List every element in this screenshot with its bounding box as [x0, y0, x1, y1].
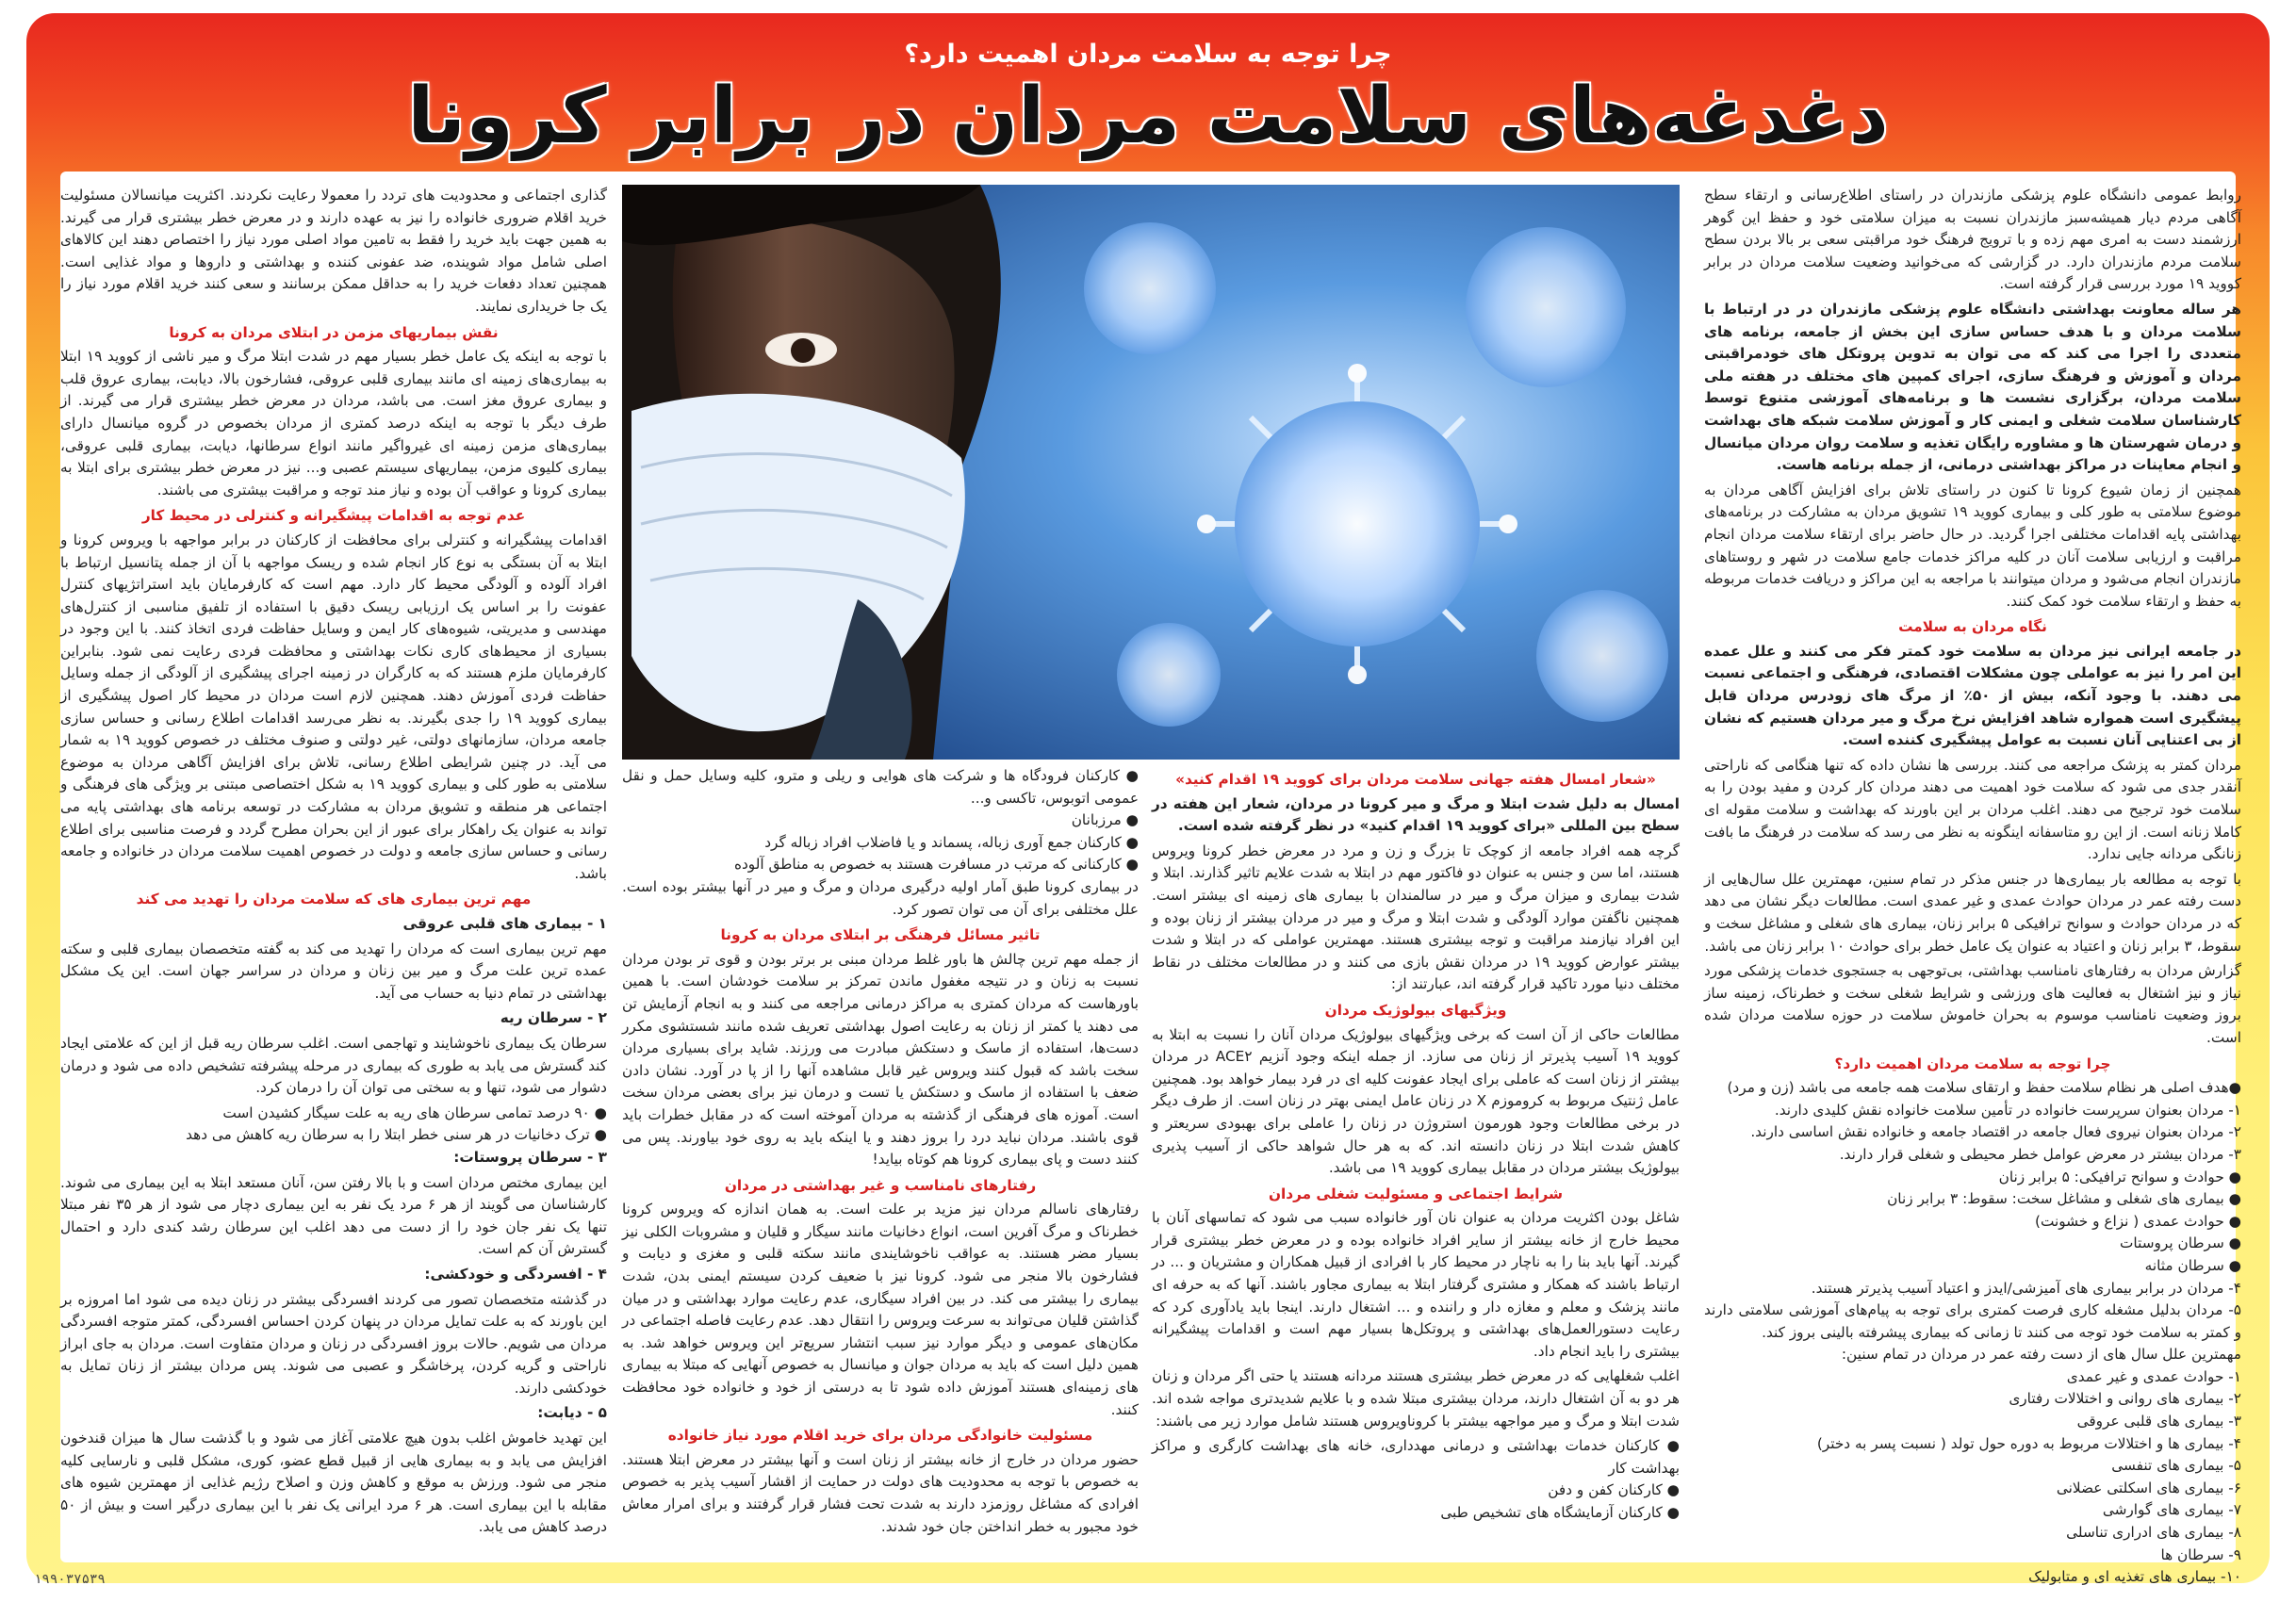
column-left: [60, 185, 607, 1566]
subheading: ۲ - سرطان ریه: [500, 1009, 607, 1027]
list-item: ● کارکنان جمع آوری زباله، پسماند و یا فاضلاب افراد زباله گرد: [764, 833, 1139, 851]
paragraph: این بیماری مختص مردان است و با بالا رفتن سن، آنان مستعد ابتلا به این بیماری می شوند. کارشناسان می گویند از هر ۶ مرد یک نفر به این بیماری دچار می شود از هر ۳۵ نفر مبتلا تنها یک نفر جان خود را از دست می دهد اغلب این سرطان رشد کندی دارد و احتمال گسترش آن کم است.: [60, 1173, 608, 1258]
headline: دغدغه‌های سلامت مردان در برابر کرونا: [407, 72, 1889, 161]
kicker: چرا توجه به سلامت مردان اهمیت دارد؟: [904, 40, 1392, 69]
paragraph: رفتارهای ناسالم مردان نیز مزید بر علت است. به همان اندازه که ویروس کرونا خطرناک و مرگ آفرین است، انواع دخانیات مانند سیگار و قلیان و مشروبات الکلی نیز بسیار مضر هستند. به عواقب ناخوشایندی مانند سکته قلبی و مغزی و دیابت و فشارخون بالا منجر می شود. کرونا نیز با ضعیف کردن سیستم ایمنی بدن، شدت بیماری را بیشتر می کند. در بین افراد سیگاری، عدم رعایت موارد بهداشتی و در میان گذاشتن قلیان می‌تواند به سرعت ویروس را انتقال دهد. عدم رعایت فاصله اجتماعی در مکان‌های عمومی و دیگر موارد نیز سبب انتشار سریع‌تر این ویروس خواهد شد. به همین دلیل است که باید به مردان جوان و میانسال به خصوص آنهایی که مبتلا به بیماری های زمینه‌ای هستند آموزش داده شود تا به درستی از خود و خانواده خود محافظت کنند.: [622, 1201, 1139, 1418]
list-item: ۵- بیماری های تنفسی: [2111, 1457, 2241, 1475]
column-mid-right: [1152, 765, 1680, 1566]
list-item: ● کارکنان آزمایشگاه های تشخیص طبی: [1440, 1504, 1680, 1521]
article-photo: [622, 185, 1680, 760]
paragraph: گزارش مردان به رفتارهای نامناسب بهداشتی، بی‌توجهی به جستجوی خدمات پزشکی مورد نیاز و نیز اشتغال به فعالیت های ورزشی و شرایط شغلی سخت و خطرناک، زمینه ساز بروز وضعیت نامناسب موسوم به بحران خاموش سلامت در حوزه سلامت مردان شده است.: [1703, 962, 2241, 1046]
list-item: ۱- حوادث عمدی و غیر عمدی: [2066, 1367, 2241, 1385]
paragraph: در بیماری کرونا طبق آمار اولیه درگیری مردان و مرگ و میر در آنها بیشتر بوده است. علل مختلفی برای آن می توان تصور کرد.: [622, 877, 1139, 918]
list-item: ۳- مردان بیشتر در معرض عوامل خطر محیطی و شغلی قرار دارند.: [1839, 1145, 2241, 1163]
list-item: ● سرطان پروستات: [2120, 1234, 2241, 1252]
paragraph: حضور مردان در خارج از خانه بیشتر از زنان است و آنها بیشتر در معرض ابتلا هستند. به خصوص با توجه به محدودیت های دولت در حمایت از اقشار آسیب پذیر به خصوص افرادی که مشاغل روزمزد دارند به شدت تحت فشار قرار گرفتند و برای امرار معاش خود مجبور به خطر انداختن جان خود شدند.: [622, 1450, 1139, 1535]
list: [1704, 1077, 2241, 1589]
subheading: ۱ - بیماری های قلبی عروقی: [402, 915, 607, 932]
section-heading: چرا توجه به سلامت مردان اهمیت دارد؟: [1834, 1054, 2111, 1072]
section-heading: «شعار امسال هفته جهانی سلامت مردان برای کووید ۱۹ اقدام کنید»: [1175, 771, 1656, 788]
list-item: ۵- مردان بدلیل مشغله کاری فرصت کمتری برای توجه به پیام‌های آموزشی سلامتی دارند و کمتر به سلامت خود توجه می کنند تا زمانی که بیماری پیشرفته بالینی بروز کند.: [1704, 1301, 2241, 1341]
section-heading: رفتارهای نامناسب و غیر بهداشتی در مردان: [724, 1176, 1037, 1194]
section-heading: نگاه مردان به سلامت: [1898, 618, 2047, 636]
paragraph: هر ساله معاونت بهداشتی دانشگاه علوم پزشکی مازندران در در ارتباط با سلامت مردان و با هدف حساس سازی این بخش از جامعه، برنامه های متعددی را اجرا می کند که می توان به تدوین پروتکل های خودمراقبتی مردان و آموزش و فرهنگ سازی، اجرای کمپین های مختلف در هفته ملی سلامت مردان، برگزاری نشست ها و برنامه‌های آموزشی متنوع توسط کارشناسان سلامت شغلی و ایمنی کار و آموزش سلامت شبکه های بهداشت و درمان شهرستان ها و مشاوره رایگان تغذیه و سلامت روان مردان میانسال و انجام معاینات در مراکز بهداشتی درمانی، از جمله برنامه هاست.: [1704, 300, 2241, 474]
list-item: ۲- بیماری های روانی و اختلالات رفتاری: [2009, 1390, 2241, 1408]
list-item: ۳- بیماری های قلبی عروقی: [2076, 1413, 2241, 1430]
paragraph: گرچه همه افراد جامعه از کوچک تا بزرگ و زن و مرد در معرض خطر کرونا ویروس هستند، اما سن و جنس به عنوان دو فاکتور مهم در ابتلا به شدت علایم تاثیر گذارند. ابتلا و شدت بیماری و میزان مرگ و میر در سالمندان با بیماری های زمینه ای بیشتر است. همچنین ناگفتن موارد آلودگی و شدت ابتلا و مرگ و میر در مردان بیشتر از زنان بوده و این افراد نیازمند مراقبت و توجه بیشتری هستند. مهمترین عواملی که در ابتلا و شدت بیشتر عوارض کووید ۱۹ در مردان نقش بازی می کنند و در مطالعات مختلف در نقاط مختلف دنیا مورد تاکید قرار گرفته اند، عبارتند از:: [1152, 842, 1680, 993]
paragraph: مردان کمتر به پزشک مراجعه می کنند. بررسی ها نشان داده که تنها هنگامی که ناراحتی آنقدر جدی می شود که سلامت خود اهمیت می دهند مردان کار کردن و مفید بودن را به سلامت خود ترجیح می دهند. اغلب مردان بر این باورند که بهداشت و سلامت مقوله ای کاملا زنانه است. از این رو متاسفانه اینگونه به نظر می رسد که سلامت در فرهنگ ما بافت زنانگی مردانه جایی ندارد.: [1704, 756, 2241, 863]
list-item: ۲- مردان بعنوان نیروی فعال جامعه در اقتصاد جامعه و خانواده نقش اساسی دارند.: [1750, 1123, 2241, 1141]
subheading: ۳ - سرطان پروستات:: [453, 1148, 607, 1166]
list-item: ● ۹۰ درصد تمامی سرطان های ریه به علت سیگار کشیدن است: [222, 1103, 607, 1121]
list-item: ۷- بیماری های گوارشی: [2102, 1501, 2241, 1519]
section-heading: عدم توجه به اقدامات پیشگیرانه و کنترلی در محیط کار: [141, 507, 526, 525]
paragraph: مطالعات حاکی از آن است که برخی ویژگیهای بیولوژیک مردان آنان را نسبت به ابتلا به کووید ۱۹ آسیب پذیرتر از زنان می سازد. از جمله اینکه وجود آنزیم ACE۲ در مردان بیشتر از زنان است که عاملی برای ایجاد عفونت کلیه ای در فرد بیمار خواهد بود. همچنین عامل ژنتیک مربوط به کروموزم X در زنان عامل ایمنی بهتر در زنان است. از طرف دیگر در برخی مطالعات وجود هورمون استروژن در زنان را عاملی برای بهبودی سریعتر و کاهش شدت ابتلا در زنان دانسته اند. که به هر حال شواهد حاکی از آسیب پذیری بیولوژیک بیشتر مردان در مقابل بیماری کووید ۱۹ می باشد.: [1152, 1025, 1680, 1177]
subheading: ۴ - افسردگی و خودکشی:: [424, 1265, 607, 1283]
paragraph: مهم ترین بیماری است که مردان را تهدید می کند به گفته متخصصان بیماری قلبی و سکته عمده ترین علت مرگ و میر بین زنان و مردان در سراسر جهان است. این یک مشکل بهداشتی در تمام دنیا به حساب می آید.: [60, 940, 607, 1002]
list-item: مهمترین علل سال های از دست رفته عمر در مردان در تمام سنین:: [1841, 1346, 2241, 1364]
list-item: ● کارکنان فرودگاه ها و شرکت های هوایی و ریلی و مترو، کلیه وسایل حمل و نقل عمومی اتوبوس، تاکسی و...: [622, 767, 1139, 807]
list-item: ● سرطان مثانه: [2144, 1256, 2241, 1274]
section-heading: مهم ترین بیماری های که سلامت مردان را تهدید می کند: [136, 891, 532, 908]
list-item: ● کارکنانی که مرتب در مسافرت هستند به خصوص به مناطق آلوده: [733, 856, 1139, 874]
paragraph: سرطان یک بیماری ناخوشایند و تهاجمی است. اغلب سرطان ریه قبل از این که علامتی ایجاد کند گسترش می یابد به طوری که بیماری در مرحله پیشرفته تشخیص داده می شود و درمان دشوار می شود، تنها و به سختی می توان آن را درمان کرد.: [60, 1034, 607, 1097]
paragraph: اغلب شغلهایی که در معرض خطر بیشتری هستند مردانه هستند یا حتی اگر مردان و زنان هر دو به آن اشتغال دارند، مردان بیشتری مبتلا شده و با علایم شدیدتری مواجه شده اند. شدت ابتلا و مرگ و میر مواجهه بیشتر با کروناویروس هستند شامل موارد زیر می باشند:: [1152, 1367, 1680, 1430]
list-item: ۶- بیماری های اسکلتی عضلانی: [2056, 1479, 2241, 1496]
paragraph: همچنین از زمان شیوع کرونا تا کنون در راستای تلاش برای افزایش آگاهی مردان به موضوع سلامتی به طور کلی و بیماری کووید ۱۹ تشویق مردان به مشارکت در برنامه‌های بهداشتی پایه اقدامات مختلفی اجرا گردید. در حال حاضر برای ارتقاء سلامت مردان انجام مراقبت و ارزیابی سلامت آنان در کلیه مراکز خدمات جامع سلامت در شهر و روستاهای مازندران انجام می‌شود و مردان میتوانند با مراجعه به این مراکز و دریافت خدمات مربوطه به حفظ و ارتقاء سلامت خود کمک کنند.: [1704, 481, 2241, 610]
paragraph: در جامعه ایرانی نیز مردان به سلامت خود کمتر فکر می کنند و علل عمده این امر را نیز به عواملی چون مشکلات اقتصادی، فرهنگی و اجتماعی نسبت می دهند. با وجود آنکه، بیش از ۵۰٪ از مرگ های زودرس مردان قابل پیشگیری است همواره شاهد افزایش نرخ مرگ و میر مردان هستیم که نشان از بی اعتنایی آنان نسبت به عوامل پیشگیری کننده است.: [1704, 642, 2241, 749]
paragraph: از جمله مهم ترین چالش ها باور غلط مردان مبنی بر برتر بودن و قوی تر بودن مردان نسبت به زنان و در نتیجه مغفول ماندن تمرکز بر سلامت خودشان است. با همین باورهاست که مردان کمتری به مراکز درمانی مراجعه می کنند و به انجام آزمایش تن می دهند یا کمتر از زنان به رعایت اصول بهداشتی تعریف شده مانند شستشوی مکرر دست‌ها، استفاده از ماسک و دستکش مبادرت می ورزند. شاید برای بسیاری مردان سخت باشد که قبول کنند ویروس غیر قابل مشاهده آنها را از پا در آورد. نشان دادن ضعف با استفاده از ماسک و دستکش یا تست و درمان نیز برای بعضی مردان سخت است. آموزه های فرهنگی از گذشته به مردان آموخته است که در مقابل خطرات باید قوی باشند. مردان نباید درد را بروز دهند و یا اینکه باید به روی خود بیاورند. پس می کنند دست و پای بیماری کرونا هم کوتاه بیاید!: [622, 950, 1139, 1169]
list-item: ● کارکنان کفن و دفن: [1548, 1481, 1680, 1499]
paragraph: امسال به دلیل شدت ابتلا و مرگ و میر کرونا در مردان، شعار این هفته در سطح بین المللی «برای کووید ۱۹ اقدام کنید» در نظر گرفته شده است.: [1152, 794, 1680, 835]
list-item: ۴- مردان در برابر بیماری های آمیزشی/ایدز و اعتیاد آسیب پذیرتر هستند.: [1811, 1279, 2241, 1297]
paragraph: با توجه به مطالعه بار بیماری‌ها در جنس مذکر در تمام سنین، مهمترین علل سال‌هایی از دست رفته عمر در مردان حوادث عمدی و غیر عمدی است. مطالعات دیگر نشان می دهد که در مردان حوادث و سوانح ترافیکی ۵ برابر زنان، بیماری های شغلی و مشاغل سخت و سقوط، ۳ برابر زنان و اعتیاد به عنوان یک عامل خطر برای حوادث ۱۰ برابر زنان می باشد.: [1704, 870, 2241, 955]
section-heading: ویژگیهای بیولوژیک مردان: [1324, 1001, 1507, 1019]
list-item: ● کارکنان خدمات بهداشتی و درمانی مهدداری، خانه های بهداشت کارگری و مراکز بهداشت کار: [1152, 1437, 1680, 1477]
page-code: ۱۹۹۰۳۷۵۳۹: [34, 1572, 106, 1587]
list-item: ● حوادث عمدی ( نزاع و خشونت): [2035, 1212, 2241, 1230]
list-item: ● حوادث و سوانح ترافیکی: ۵ برابر زنان: [1998, 1168, 2241, 1185]
list-item: ● بیماری های شغلی و مشاغل سخت: سقوط: ۳ برابر زنان: [1887, 1190, 2241, 1208]
section-heading: شرایط اجتماعی و مسئولیت شغلی مردان: [1268, 1185, 1564, 1202]
list-item: ● مرزبانان: [1071, 811, 1139, 829]
list-item: ۴- بیماری ها و اختلالات مربوط به دوره حول تولد ( نسبت پسر به دختر): [1816, 1434, 2241, 1452]
list-item: ۱۰- بیماری های تغذیه ای و متابولیک: [2028, 1568, 2241, 1586]
column-right: [1703, 185, 2241, 1586]
subheading: ۵ - دیابت:: [537, 1404, 607, 1422]
list-item: ۹- سرطان ها: [2160, 1545, 2241, 1563]
paragraph: این تهدید خاموش اغلب بدون هیچ علامتی آغاز می شود و با گذشت سال ها میزان قندخون افزایش می یابد و به بیماری هایی از قبیل قطع عضو، کوری، مشکل قلبی و نارسایی کلیه منجر می شود. ورزش به موقع و کاهش وزن و اصلاح رژیم غذایی از مهمترین شیوه های مقابله با این بیماری است. هر ۶ مرد ایرانی یک نفر با این بیماری درگیر است و بیش از ۵۰ درصد کاهش می یابد.: [60, 1430, 607, 1536]
masked-man-virus-image: [622, 185, 1680, 760]
section-heading: تاثیر مسائل فرهنگی بر ابتلای مردان به کرونا: [720, 926, 1041, 944]
list-item: ● ترک دخانیات در هر سنی خطر ابتلا را به سرطان ریه کاهش می دهد: [186, 1126, 607, 1144]
paragraph: با توجه به اینکه یک عامل خطر بسیار مهم در شدت ابتلا مرگ و میر ناشی از کووید ۱۹ ابتلا به بیماری‌های زمینه ای مانند بیماری قلبی عروقی، فشارخون بالا، دیابت، بیماری عروق قلب و بیماری عروق مغز است. می باشد، مردان در معرض خطر بیشتری قرار می گیرند. از طرف دیگر با توجه به اینکه درصد کمتری از مردان بخصوص در گروه میانسال دارای بیماری‌های مزمن زمینه ای غیرواگیر مانند انواع سرطانها، دیابت، بیماری قلبی عروقی، بیماری کلیوی مزمن، بیماریهای سیستم عصبی و... نیز در معرض خطر بیشتری برای ابتلا به بیماری کرونا و عواقب آن بوده و نیاز مند توجه و مراقبت بیشتری می باشند.: [60, 348, 607, 499]
paragraph: اقدامات پیشگیرانه و کنترلی برای محافظت از کارکنان در برابر مواجهه با ویروس کرونا و ابتلا به آن بستگی به نوع کار انجام شده و ریسک مواجهه با آن از جمله پتانسیل ارتباط با افراد آلوده و آلودگی محیط کار دارد. مهم است که کارفرمایان باید استراتژیهای کنترل عفونت را بر اساس یک ارزیابی ریسک دقیق با استفاده از تلفیق مناسبی از کنترل‌های مهندسی و مدیریتی، شیوه‌های کار ایمن و وسایل حفاظت فردی اتخاذ کنند. با این وجود در بسیاری از محیط‌های کاری نکات بهداشتی و محافظت فردی رعایت نمی شود. بنابراین کارفرمایان ملزم هستند که به کارگران در زمینه اجرای پیشگیری از آلودگی از جمله وسایل حفاظت فردی آموزش دهند. همچنین لازم است مردان در محیط کار اصول پیشگیری از بیماری کووید ۱۹ را جدی بگیرند. به نظر می‌رسد اقدامات اطلاع رسانی و حساس سازی جامعه مردان، سازمانهای دولتی، غیر دولتی و صنوف مختلف در خصوص کووید ۱۹ به شمار می آید. در چنین شرایطی اطلاع رسانی، تلاش برای افزایش آگاهی مردان به موضوع سلامتی به طور کلی و بیماری کووید ۱۹ به شکل اختصاصی مبتنی بر ویژگی های فرهنگی و اجتماعی هر منطقه و تشویق مردان به مشارکت در توسعه برنامه های بهداشتی پایه می تواند به عنوان یک راهکار برای عبور از این بحران مطرح گردد و فرصت مناسبی برای اطلاع رسانی و حساس سازی جامعه و دولت در خصوص اهمیت سلامت مردان در خانواده و جامعه باشد.: [60, 531, 608, 882]
section-heading: مسئولیت خانوادگی مردان برای خرید اقلام مورد نیاز خانواده: [667, 1427, 1093, 1445]
paragraph: در گذشته متخصصان تصور می کردند افسردگی بیشتر در زنان دیده می شود اما امروزه بر این باورند که به علت تمایل مردان در پنهان کردن احساس افسردگی، کمتر متوجه افسردگی مردان می شویم. حالات بروز افسردگی در زنان و مردان متفاوت است. مردان به جای ابراز ناراحتی و گریه کردن، پرخاشگر و عصبی می شوند. پس مردان بیشتر از زنان تمایل به خودکشی دارند.: [60, 1290, 607, 1397]
column-mid-left: [622, 765, 1139, 1566]
section-heading: نقش بیماریهای مزمن در ابتلای مردان به کرونا: [169, 323, 499, 341]
paragraph: روابط عمومی دانشگاه علوم پزشکی مازندران در راستای اطلاع‌رسانی و ارتقاء سطح آگاهی مردم دیار همیشه‌سبز مازندران نسبت به میزان سلامتی خود و حفظ این گوهر ارزشمند دست به امری مهم زده و با ترویج فرهنگ خود مراقبتی سعی بر بالا بردن سطح سلامت مردم مازندران دارد. در گزارشی که می‌خوانید وضعیت سلامت مردان در برابر کووید ۱۹ مورد بررسی قرار گرفته است.: [1704, 187, 2241, 293]
list-item: ۸- بیماری های ادراری تناسلی: [2066, 1524, 2241, 1542]
paragraph: گذاری اجتماعی و محدودیت های تردد را معمولا رعایت نکردند. اکثریت میانسالان مسئولیت خرید اقلام ضروری خانواده را نیز به عهده دارند و در معرض خطر بیشتری قرار می گیرند. به همین جهت باید خرید را فقط به تامین مواد اصلی مورد نیاز را اختصاص دهند این کالاهای اصلی شامل مواد شوینده، ضد عفونی کننده و بهداشتی و داروها و مواد غذایی است. همچنین تعداد دفعات خرید را به حداقل ممکن برسانند و سعی کنند خرید اقلام مورد نیاز را یک جا خریداری نمایند.: [60, 187, 607, 315]
list-item: ۱- مردان بعنوان سرپرست خانواده در تأمین سلامت خانواده نقش کلیدی دارند.: [1774, 1101, 2241, 1119]
list-item: ●هدف اصلی هر نظام سلامت حفظ و ارتقای سلامت همه جامعه می باشد (زن و مرد): [1727, 1079, 2241, 1097]
paragraph: شاغل بودن اکثریت مردان به عنوان نان آور خانواده سبب می شود که تماسهای آنان با محیط خارج از خانه بیشتر از سایر افراد خانواده بوده و در معرض خطر بیشتری قرار گیرند. آنها باید بنا را به ناچار در محیط کار با افرادی از قبیل همکاران و مشتریان و ... در ارتباط باشند که همکار و مشتری گرفتار ابتلا به بیماری مجاور باشند. آنها که به حرفه ای مانند پزشک و معلم و مغازه دار و راننده و ... اشتغال دارند. اینجا باید یادآوری کرد که رعایت دستورالعمل‌های بهداشتی و پروتکل‌ها بسیار مهم است و اقدامات پیشگیرانه بیشتری را باید انجام داد.: [1152, 1209, 1680, 1360]
